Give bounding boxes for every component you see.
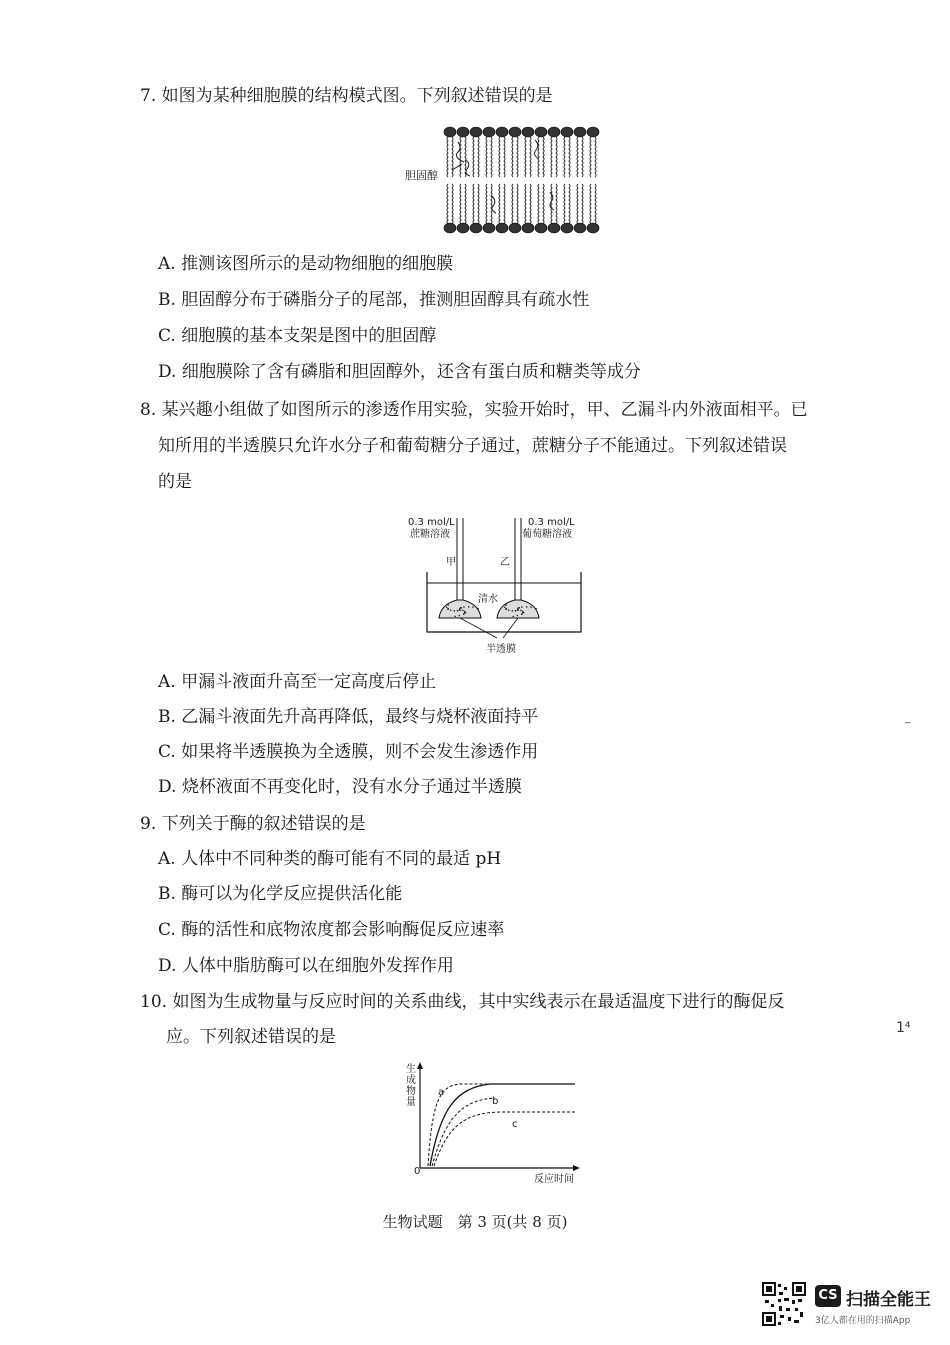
phospholipid-head: [470, 127, 482, 137]
phospholipid-tail: [551, 137, 552, 177]
solution-dot: [512, 610, 514, 612]
left-solution: 蔗糖溶液: [410, 529, 450, 540]
funnel-yi-label: 乙: [500, 557, 510, 568]
phospholipid-tail: [491, 184, 492, 224]
solution-dot: [521, 606, 523, 608]
q7-option-a: A. 推测该图所示的是动物细胞的细胞膜: [158, 254, 454, 274]
phospholipid-tail: [465, 184, 466, 224]
right-concentration: 0.3 mol/L: [528, 517, 575, 528]
phospholipid-head: [587, 127, 599, 137]
solution-dot: [520, 610, 522, 612]
phospholipid-tail: [473, 137, 474, 177]
q9-option-b: B. 酶可以为化学反应提供活化能: [158, 884, 403, 904]
phospholipid-head: [483, 223, 495, 233]
q10-stem-line1: 10. 如图为生成物量与反应时间的关系曲线，其中实线表示在最适温度下进行的酶促反: [140, 992, 785, 1012]
phospholipid-tail: [525, 137, 526, 177]
phospholipid-tail: [491, 137, 492, 177]
right-solution: 葡萄糖溶液: [522, 529, 572, 540]
solution-dot: [505, 608, 507, 610]
solution-dot: [505, 604, 507, 606]
q9-option-c: C. 酶的活性和底物浓度都会影响酶促反应速率: [158, 920, 505, 940]
funnel-jia-label: 甲: [446, 557, 456, 568]
phospholipid-tail: [595, 137, 596, 177]
solution-dot: [454, 610, 456, 612]
q7-option-b: B. 胆固醇分布于磷脂分子的尾部，推测胆固醇具有疏水性: [158, 290, 590, 310]
phospholipid-tail: [538, 184, 539, 224]
q8-stem-line1: 8. 某兴趣小组做了如图所示的渗透作用实验，实验开始时，甲、乙漏斗内外液面相平。已: [140, 400, 808, 420]
solution-dot: [463, 606, 465, 608]
phospholipid-head: [509, 223, 521, 233]
phospholipid-tail: [538, 137, 539, 177]
q8-stem-line2: 知所用的半透膜只允许水分子和葡萄糖分子通过，蔗糖分子不能通过。下列叙述错误: [158, 436, 787, 456]
solution-dot: [504, 606, 506, 608]
q8-option-b: B. 乙漏斗液面先升高再降低，最终与烧杯液面持平: [158, 707, 539, 727]
phospholipid-tail: [556, 137, 557, 177]
phospholipid-tail: [478, 184, 479, 224]
solution-dot: [464, 611, 466, 613]
solution-dot: [463, 613, 465, 615]
phospholipid-tail: [447, 137, 448, 177]
solution-dot: [522, 611, 524, 613]
q9-stem: 9. 下列关于酶的叙述错误的是: [140, 814, 366, 834]
q7-stem: 7. 如图为某种细胞膜的结构模式图。下列叙述错误的是: [140, 86, 553, 106]
phospholipid-head: [548, 127, 560, 137]
curve-b-label: b: [492, 1096, 499, 1107]
phospholipid-tail: [530, 184, 531, 224]
solution-dot: [461, 607, 463, 609]
solution-dot: [519, 607, 521, 609]
curve-b: [432, 1098, 495, 1166]
solution-dot: [530, 606, 532, 608]
solution-dot: [516, 615, 518, 617]
phospholipid-tail: [543, 184, 544, 224]
solution-dot: [454, 616, 456, 618]
phospholipid-tail: [478, 137, 479, 177]
q7-option-c: C. 细胞膜的基本支架是图中的胆固醇: [158, 326, 437, 346]
qr-code-icon: [762, 1282, 806, 1326]
phospholipid-tail: [569, 184, 570, 224]
phospholipid-head: [535, 223, 547, 233]
margin-mark-1: ⁻: [904, 718, 912, 734]
phospholipid-tail: [543, 137, 544, 177]
margin-mark-2: 1⁴: [896, 1020, 911, 1036]
phospholipid-head: [509, 127, 521, 137]
curve-c-label: c: [512, 1119, 518, 1130]
phospholipid-head: [561, 223, 573, 233]
phospholipid-head: [548, 223, 560, 233]
phospholipid-tail: [517, 137, 518, 177]
phospholipid-tail: [564, 137, 565, 177]
solution-dot: [515, 610, 517, 612]
chart-origin: 0: [414, 1166, 421, 1177]
phospholipid-tail: [452, 184, 453, 224]
cholesterol-label: 胆固醇: [405, 169, 438, 182]
phospholipid-tail: [551, 184, 552, 224]
phospholipid-tail: [447, 184, 448, 224]
solution-dot: [450, 609, 452, 611]
phospholipid-tail: [512, 137, 513, 177]
solution-dot: [458, 615, 460, 617]
phospholipid-tail: [577, 184, 578, 224]
solution-dot: [468, 606, 470, 608]
phospholipid-tail: [473, 184, 474, 224]
phospholipid-head: [587, 223, 599, 233]
phospholipid-tail: [486, 184, 487, 224]
solution-dot: [446, 606, 448, 608]
phospholipid-tail: [504, 184, 505, 224]
phospholipid-head: [444, 223, 456, 233]
solution-dot: [522, 612, 524, 614]
phospholipid-head: [470, 223, 482, 233]
q7-option-d: D. 细胞膜除了含有磷脂和胆固醇外，还含有蛋白质和糖类等成分: [158, 362, 641, 382]
phospholipid-tail: [530, 137, 531, 177]
q10-stem-line2: 应。下列叙述错误的是: [166, 1027, 336, 1047]
solution-dot: [521, 613, 523, 615]
q8-option-d: D. 烧杯液面不再变化时，没有水分子通过半透膜: [158, 777, 522, 797]
phospholipid-tail: [564, 184, 565, 224]
q9-option-a: A. 人体中不同种类的酶可能有不同的最适 pH: [158, 849, 502, 869]
phospholipid-head: [496, 127, 508, 137]
phospholipid-tail: [590, 184, 591, 224]
phospholipid-tail: [595, 184, 596, 224]
solution-dot: [472, 606, 474, 608]
curve-a-label: a: [438, 1087, 445, 1098]
solution-dot: [508, 609, 510, 611]
q8-option-c: C. 如果将半透膜换为全透膜，则不会发生渗透作用: [158, 742, 539, 762]
phospholipid-head: [574, 127, 586, 137]
curve-solid: [430, 1084, 575, 1166]
chart-ylabel: 生成物量: [406, 1064, 416, 1108]
phospholipid-tail: [517, 184, 518, 224]
q8-option-a: A. 甲漏斗液面升高至一定高度后停止: [158, 672, 437, 692]
solution-dot: [459, 609, 461, 611]
phospholipid-head: [535, 127, 547, 137]
scanner-tagline: 3亿人都在用的扫描App: [815, 1316, 911, 1326]
phospholipid-tail: [569, 137, 570, 177]
water-label: 清水: [478, 594, 498, 605]
page-footer: 生物试题 第 3 页(共 8 页): [382, 1213, 568, 1231]
solution-dot: [457, 610, 459, 612]
phospholipid-head: [444, 127, 456, 137]
chart-xlabel: 反应时间: [534, 1174, 574, 1185]
q8-stem-line3: 的是: [158, 472, 192, 492]
phospholipid-head: [522, 127, 534, 137]
phospholipid-tail: [577, 137, 578, 177]
solution-dot: [535, 608, 537, 610]
phospholipid-tail: [504, 137, 505, 177]
phospholipid-tail: [452, 137, 453, 177]
phospholipid-tail: [460, 184, 461, 224]
phospholipid-tail: [525, 184, 526, 224]
solution-dot: [447, 604, 449, 606]
solution-dot: [517, 609, 519, 611]
solution-dot: [462, 610, 464, 612]
phospholipid-head: [483, 127, 495, 137]
solution-dot: [464, 612, 466, 614]
phospholipid-tail: [512, 184, 513, 224]
membrane-label: 半透膜: [486, 644, 516, 655]
left-concentration: 0.3 mol/L: [408, 517, 455, 528]
phospholipid-tail: [582, 184, 583, 224]
curve-a: [428, 1084, 575, 1166]
phospholipid-tail: [590, 137, 591, 177]
phospholipid-head: [457, 127, 469, 137]
solution-dot: [447, 608, 449, 610]
curve-c: [434, 1112, 575, 1166]
scanner-logo: CS: [815, 1285, 841, 1307]
scanner-name: 扫描全能王: [846, 1290, 931, 1310]
phospholipid-head: [496, 223, 508, 233]
q9-option-d: D. 人体中脂肪酶可以在细胞外发挥作用: [158, 956, 454, 976]
phospholipid-tail: [499, 137, 500, 177]
phospholipid-head: [457, 223, 469, 233]
phospholipid-head: [522, 223, 534, 233]
phospholipid-tail: [460, 137, 461, 177]
phospholipid-head: [574, 223, 586, 233]
solution-dot: [512, 616, 514, 618]
phospholipid-tail: [486, 137, 487, 177]
phospholipid-tail: [582, 137, 583, 177]
solution-dot: [526, 606, 528, 608]
phospholipid-tail: [499, 184, 500, 224]
phospholipid-head: [561, 127, 573, 137]
phospholipid-tail: [556, 184, 557, 224]
